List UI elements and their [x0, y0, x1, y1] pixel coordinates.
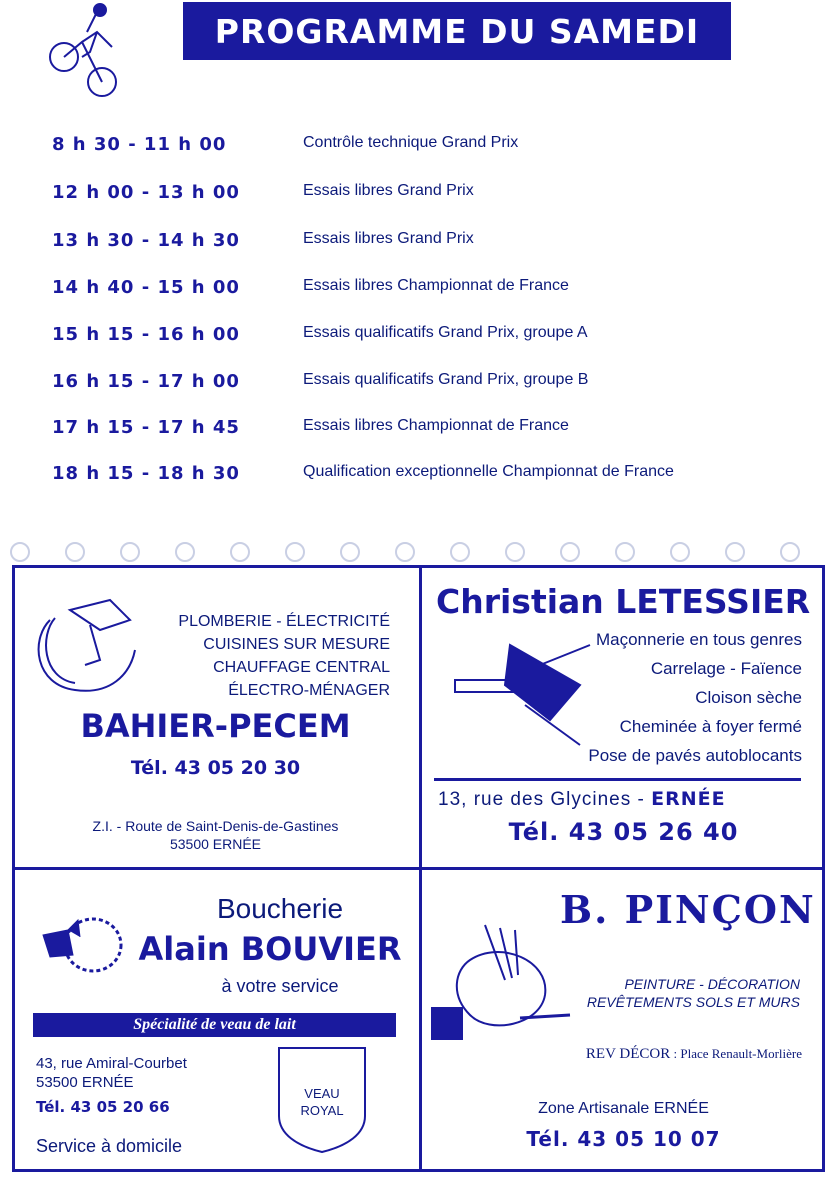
letessier-address: [438, 788, 726, 811]
service-line: Carrelage - Faïence: [650, 659, 802, 678]
divider: [12, 867, 825, 870]
bouvier-speciality-banner: Spécialité de veau de lait: [33, 1013, 396, 1037]
sheep-icon: [38, 905, 126, 985]
divider: [434, 778, 801, 781]
letessier-services: [588, 625, 802, 770]
schedule-row: [0, 130, 840, 160]
schedule-row: [0, 459, 840, 489]
bahier-company-name: BAHIER-PECEM: [80, 707, 351, 745]
service-line: Cloison sèche: [695, 688, 802, 707]
schedule-time: 15 h 15 - 16 h 00: [52, 324, 240, 345]
schedule-event: Essais libres Grand Prix: [303, 182, 474, 199]
letessier-company-name: Christian LETESSIER: [436, 582, 811, 621]
street: 13, rue des Glycines -: [438, 789, 652, 810]
bahier-address: Z.I. - Route de Saint-Denis-de-Gastines: [92, 818, 339, 834]
tools-cable-icon: [30, 590, 145, 700]
bouvier-company-name: Alain BOUVIER: [138, 930, 402, 968]
schedule-time: 14 h 40 - 15 h 00: [52, 277, 240, 298]
service-line: Maçonnerie en tous genres: [595, 630, 802, 649]
pincon-zone: Zone Artisanale ERNÉE: [538, 1100, 709, 1117]
bahier-services: [178, 610, 390, 702]
schedule-time: 12 h 00 - 13 h 00: [52, 182, 240, 203]
bouvier-city: 53500 ERNÉE: [36, 1074, 134, 1091]
pincon-service-line: PEINTURE - DÉCORATION: [624, 976, 800, 992]
schedule-time: 13 h 30 - 14 h 30: [52, 230, 240, 251]
service-line: Pose de pavés autoblocants: [588, 746, 802, 765]
service-line: ÉLECTRO-MÉNAGER: [228, 682, 390, 699]
schedule-time: 18 h 15 - 18 h 30: [52, 463, 240, 484]
pincon-service-line: REVÊTEMENTS SOLS ET MURS: [586, 994, 800, 1010]
schedule-row: [0, 178, 840, 208]
schedule-event: Essais qualificatifs Grand Prix, groupe A: [303, 324, 588, 341]
schedule-row: [0, 367, 840, 397]
pincon-rev-decor: REV DÉCOR : Place Renault-Morlière: [585, 1046, 802, 1062]
schedule-event: Contrôle technique Grand Prix: [303, 134, 519, 151]
bahier-phone: Tél. 43 05 20 30: [130, 757, 301, 779]
bouvier-label: Boucherie: [216, 893, 344, 924]
schedule-row: [0, 320, 840, 350]
schedule-event: Essais libres Grand Prix: [303, 230, 474, 247]
page-title: PROGRAMME DU SAMEDI: [183, 2, 731, 60]
trowel-level-icon: [450, 625, 600, 750]
service-line: Cheminée à foyer fermé: [619, 717, 802, 736]
schedule-time: 16 h 15 - 17 h 00: [52, 371, 240, 392]
schedule-row: [0, 273, 840, 303]
bouvier-phone: Tél. 43 05 20 66: [36, 1098, 170, 1116]
pincon-company-name: B. PINÇON: [560, 887, 816, 932]
schedule-event: Essais qualificatifs Grand Prix, groupe B: [303, 371, 589, 388]
schedule-event: Essais libres Championnat de France: [303, 417, 569, 434]
schedule-event: Essais libres Championnat de France: [303, 277, 569, 294]
service-line: PLOMBERIE - ÉLECTRICITÉ: [178, 613, 390, 630]
veau-royal-label: VEAU ROYAL: [300, 1086, 344, 1118]
service-line: CUISINES SUR MESURE: [203, 636, 390, 653]
schedule-time: 17 h 15 - 17 h 45: [52, 417, 240, 438]
schedule-time: 8 h 30 - 11 h 00: [52, 134, 227, 155]
schedule-row: [0, 226, 840, 256]
paint-palette-icon: [430, 920, 580, 1040]
schedule-event: Qualification exceptionnelle Championnat de France: [303, 463, 674, 480]
motocross-rider-illustration: [42, 2, 132, 102]
service-line: CHAUFFAGE CENTRAL: [213, 659, 390, 676]
letessier-phone: Tél. 43 05 26 40: [508, 818, 739, 846]
pincon-phone: Tél. 43 05 10 07: [526, 1127, 721, 1151]
bahier-city: 53500 ERNÉE: [169, 836, 262, 852]
bouvier-tagline: à votre service: [221, 976, 339, 996]
bouvier-home-service: Service à domicile: [36, 1136, 183, 1156]
bouvier-address: 43, rue Amiral-Courbet: [36, 1055, 187, 1072]
schedule-row: [0, 413, 840, 443]
city: ERNÉE: [651, 788, 726, 810]
